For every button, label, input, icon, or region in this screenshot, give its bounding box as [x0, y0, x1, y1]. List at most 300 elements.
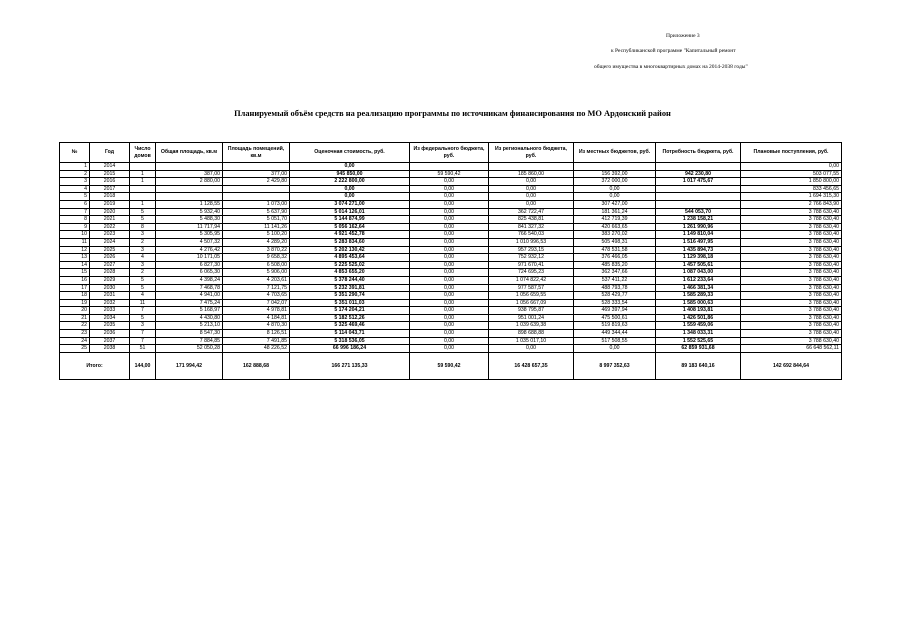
table-cell: 2014 — [90, 163, 130, 171]
table-cell: 2019 — [90, 200, 130, 208]
table-cell: 5 906,00 — [223, 269, 290, 277]
total-cell: 16 428 657,35 — [489, 352, 574, 379]
table-cell: 5 — [60, 193, 90, 201]
table-cell: 5 488,30 — [156, 216, 223, 224]
table-row — [60, 292, 842, 300]
table-cell — [574, 163, 656, 171]
table-cell: 3 788 630,40 — [741, 322, 842, 330]
table-cell: 7 884,85 — [156, 337, 223, 345]
table-body — [60, 163, 842, 380]
table-cell: 724 695,23 — [489, 269, 574, 277]
column-header: Из местных бюджетов, руб. — [574, 143, 656, 163]
table-cell: 17 — [60, 284, 90, 292]
table-cell: 0,00 — [489, 193, 574, 201]
table-cell: 2 429,80 — [223, 178, 290, 186]
table-row — [60, 337, 842, 345]
total-cell: 59 590,42 — [410, 352, 489, 379]
table-cell — [656, 193, 741, 201]
table-cell — [130, 185, 156, 193]
table-cell: 3 788 630,40 — [741, 231, 842, 239]
table-cell: 2038 — [90, 345, 130, 353]
table-cell: 1 348 033,31 — [656, 330, 741, 338]
table-cell: 2033 — [90, 307, 130, 315]
table-cell: 5 056 162,64 — [290, 223, 410, 231]
table-cell: 10 — [60, 231, 90, 239]
table-cell: 971 670,41 — [489, 261, 574, 269]
table-cell: 9 — [60, 223, 90, 231]
table-cell: 19 — [60, 299, 90, 307]
table-row — [60, 314, 842, 322]
table-cell: 0,00 — [290, 163, 410, 171]
table-cell: 2037 — [90, 337, 130, 345]
table-row — [60, 254, 842, 262]
table-cell: 1 056 659,55 — [489, 292, 574, 300]
table-cell: 1 612 233,64 — [656, 276, 741, 284]
table-cell: 4 895 453,64 — [290, 254, 410, 262]
table-cell: 4 853 655,20 — [290, 269, 410, 277]
table-cell: 66 648 562,11 — [741, 345, 842, 353]
table-cell: 2034 — [90, 314, 130, 322]
table-cell: 0,00 — [410, 345, 489, 353]
table-cell — [410, 163, 489, 171]
total-cell: 171 994,42 — [156, 352, 223, 379]
table-row — [60, 330, 842, 338]
table-cell: 2025 — [90, 246, 130, 254]
table-cell: 383 270,02 — [574, 231, 656, 239]
table-cell: 7 — [60, 208, 90, 216]
table-cell: 1 073,00 — [223, 200, 290, 208]
table-cell: 10 171,05 — [156, 254, 223, 262]
table-cell: 3 788 630,40 — [741, 269, 842, 277]
column-header: Из регионального бюджета, руб. — [489, 143, 574, 163]
table-cell: 2035 — [90, 322, 130, 330]
table-cell: 938 795,87 — [489, 307, 574, 315]
table-cell: 1 435 894,73 — [656, 246, 741, 254]
table-cell: 5 351 290,74 — [290, 292, 410, 300]
table-cell: 5 378 244,40 — [290, 276, 410, 284]
table-header-row — [60, 143, 842, 163]
table-cell: 59 590,42 — [410, 170, 489, 178]
table-cell: 4 870,30 — [223, 322, 290, 330]
appendix-label: Приложение 3 — [666, 33, 700, 39]
total-label: Итого: — [60, 352, 130, 379]
table-cell: 1 552 525,65 — [656, 337, 741, 345]
column-header: Год — [90, 143, 130, 163]
table-cell: 3 788 630,40 — [741, 254, 842, 262]
total-row — [60, 352, 842, 379]
table-cell: 1 056 667,09 — [489, 299, 574, 307]
table-cell: 5 114 043,71 — [290, 330, 410, 338]
table-cell: 5 325 469,46 — [290, 322, 410, 330]
table-row — [60, 261, 842, 269]
table-cell: 362 347,66 — [574, 269, 656, 277]
table-cell: 1 — [130, 200, 156, 208]
table-cell: 11 717,94 — [156, 223, 223, 231]
table-cell: 1 087 043,00 — [656, 269, 741, 277]
table-cell: 898 688,88 — [489, 330, 574, 338]
table-cell: 4 941,00 — [156, 292, 223, 300]
table-row — [60, 307, 842, 315]
table-cell: 0,00 — [410, 330, 489, 338]
table-row — [60, 345, 842, 353]
table-cell: 766 540,03 — [489, 231, 574, 239]
column-header: Из федерального бюджета, руб. — [410, 143, 489, 163]
table-cell: 825 438,81 — [489, 216, 574, 224]
table-cell: 485 835,20 — [574, 261, 656, 269]
table-cell: 1 010 996,53 — [489, 238, 574, 246]
table-cell: 2 880,00 — [156, 178, 223, 186]
table-cell: 3 788 630,40 — [741, 307, 842, 315]
table-cell: 5 213,10 — [156, 322, 223, 330]
table-cell: 1 426 501,86 — [656, 314, 741, 322]
table-cell: 2016 — [90, 178, 130, 186]
table-cell: 3 788 630,40 — [741, 238, 842, 246]
table-cell: 528 333,54 — [574, 299, 656, 307]
table-cell: 5 232 391,81 — [290, 284, 410, 292]
table-cell: 0,00 — [290, 185, 410, 193]
table-cell: 4 978,81 — [223, 307, 290, 315]
table-cell: 1 — [60, 163, 90, 171]
table-cell: 0,00 — [290, 193, 410, 201]
table-cell: 3 — [130, 322, 156, 330]
table-cell: 0,00 — [574, 345, 656, 353]
table-cell: 0,00 — [410, 314, 489, 322]
appendix-program-line: к Республиканской программе "Капитальный ремонт — [611, 48, 736, 54]
table-cell: 1 039 639,38 — [489, 322, 574, 330]
table-cell: 2018 — [90, 193, 130, 201]
table-cell: 11 — [130, 299, 156, 307]
table-cell: 4 921 452,78 — [290, 231, 410, 239]
table-cell: 22 — [60, 322, 90, 330]
table-cell: 4 — [130, 254, 156, 262]
table-cell: 25 — [60, 345, 90, 353]
table-cell: 2036 — [90, 330, 130, 338]
table-cell: 7 — [130, 337, 156, 345]
table-cell: 66 996 186,24 — [290, 345, 410, 353]
table-cell: 1 457 505,61 — [656, 261, 741, 269]
table-cell: 3 074 271,00 — [290, 200, 410, 208]
table-cell: 3 788 630,40 — [741, 216, 842, 224]
table-cell: 0,00 — [410, 200, 489, 208]
table-cell: 2023 — [90, 231, 130, 239]
table-cell: 7 475,24 — [156, 299, 223, 307]
table-row — [60, 223, 842, 231]
table-cell — [156, 163, 223, 171]
table-cell: 5 202 130,42 — [290, 246, 410, 254]
table-cell: 48 226,52 — [223, 345, 290, 353]
table-cell: 7 491,85 — [223, 337, 290, 345]
table-cell: 833 456,65 — [741, 185, 842, 193]
table-cell: 362 722,47 — [489, 208, 574, 216]
table-cell: 5 225 525,02 — [290, 261, 410, 269]
table-cell — [223, 163, 290, 171]
table-cell: 7 042,07 — [223, 299, 290, 307]
table-cell: 2017 — [90, 185, 130, 193]
table-cell: 15 — [60, 269, 90, 277]
table-cell: 185 860,00 — [489, 170, 574, 178]
table-cell: 2 — [60, 170, 90, 178]
table-cell: 2021 — [90, 216, 130, 224]
table-cell: 4 — [130, 292, 156, 300]
table-cell — [489, 163, 574, 171]
table-cell: 14 — [60, 261, 90, 269]
table-cell: 1 035 017,10 — [489, 337, 574, 345]
table-cell: 1 559 459,06 — [656, 322, 741, 330]
total-cell: 162 888,68 — [223, 352, 290, 379]
table-cell: 0,00 — [410, 261, 489, 269]
table-cell: 0,00 — [410, 231, 489, 239]
table-cell: 3 788 630,40 — [741, 246, 842, 254]
table-cell: 3 — [130, 246, 156, 254]
table-cell: 6 065,30 — [156, 269, 223, 277]
table-cell: 528 429,77 — [574, 292, 656, 300]
table-cell: 2015 — [90, 170, 130, 178]
column-header: Плановые поступления, руб. — [741, 143, 842, 163]
table-cell: 1 074 822,42 — [489, 276, 574, 284]
table-cell: 3 788 630,40 — [741, 208, 842, 216]
table-cell: 2030 — [90, 284, 130, 292]
table-cell: 20 — [60, 307, 90, 315]
table-cell: 8 — [60, 216, 90, 224]
table-cell: 2020 — [90, 208, 130, 216]
table-cell: 0,00 — [741, 163, 842, 171]
table-cell: 156 392,00 — [574, 170, 656, 178]
page-title: Планируемый объём средств на реализацию программы по источникам финансирования по МО Ардонский район — [234, 109, 671, 118]
total-cell: 142 692 844,64 — [741, 352, 842, 379]
table-cell: 3 — [60, 178, 90, 186]
table-cell: 4 703,65 — [223, 292, 290, 300]
table-cell: 412 719,39 — [574, 216, 656, 224]
table-cell: 16 — [60, 276, 90, 284]
table-cell: 4 203,61 — [223, 276, 290, 284]
table-cell: 18 — [60, 292, 90, 300]
table-cell: 5 — [130, 276, 156, 284]
column-header: Площадь помещений, кв.м — [223, 143, 290, 163]
table-row — [60, 299, 842, 307]
table-cell: 3 788 630,40 — [741, 330, 842, 338]
table-cell: 1 408 193,81 — [656, 307, 741, 315]
table-cell: 23 — [60, 330, 90, 338]
table-row — [60, 200, 842, 208]
table-cell: 5 168,97 — [156, 307, 223, 315]
table-cell: 5 100,20 — [223, 231, 290, 239]
table-cell: 0,00 — [410, 185, 489, 193]
column-header: Потребность бюджета, руб. — [656, 143, 741, 163]
table-cell: 5 051,70 — [223, 216, 290, 224]
table-cell: 11 141,26 — [223, 223, 290, 231]
table-cell: 2024 — [90, 238, 130, 246]
table-cell: 475 500,61 — [574, 314, 656, 322]
table-cell — [656, 200, 741, 208]
table-cell: 6 508,00 — [223, 261, 290, 269]
table-cell: 957 293,15 — [489, 246, 574, 254]
table-cell: 5 182 512,26 — [290, 314, 410, 322]
table-cell: 517 508,55 — [574, 337, 656, 345]
table-cell: 942 230,80 — [656, 170, 741, 178]
table-cell: 52 050,28 — [156, 345, 223, 353]
table-cell — [130, 193, 156, 201]
table-cell: 181 361,24 — [574, 208, 656, 216]
table-row — [60, 246, 842, 254]
table-row — [60, 193, 842, 201]
table-cell — [130, 163, 156, 171]
table-cell: 0,00 — [410, 223, 489, 231]
table-cell: 5 637,90 — [223, 208, 290, 216]
table-cell: 376 466,05 — [574, 254, 656, 262]
table-cell: 3 788 630,40 — [741, 337, 842, 345]
table-cell: 951 001,24 — [489, 314, 574, 322]
table-cell: 3 788 630,40 — [741, 299, 842, 307]
table-cell — [656, 163, 741, 171]
table-row — [60, 163, 842, 171]
table-row — [60, 185, 842, 193]
table-cell: 0,00 — [410, 238, 489, 246]
table-cell: 3 — [130, 261, 156, 269]
table-cell — [156, 185, 223, 193]
table-cell: 7 121,75 — [223, 284, 290, 292]
table-cell: 478 531,58 — [574, 246, 656, 254]
table-cell: 2 222 800,00 — [290, 178, 410, 186]
table-cell: 977 587,57 — [489, 284, 574, 292]
table-cell: 24 — [60, 337, 90, 345]
table-cell: 372 000,00 — [574, 178, 656, 186]
table-cell: 0,00 — [489, 200, 574, 208]
table-cell: 945 850,00 — [290, 170, 410, 178]
table-cell: 2032 — [90, 299, 130, 307]
table-cell: 2029 — [90, 276, 130, 284]
table-cell: 2027 — [90, 261, 130, 269]
table-cell: 0,00 — [410, 216, 489, 224]
table-cell: 1 128,55 — [156, 200, 223, 208]
table-cell: 0,00 — [410, 284, 489, 292]
table-cell: 3 788 630,40 — [741, 292, 842, 300]
table-cell: 5 932,40 — [156, 208, 223, 216]
table-cell — [656, 185, 741, 193]
total-cell: 8 997 352,63 — [574, 352, 656, 379]
table-cell: 1 149 810,04 — [656, 231, 741, 239]
table-cell: 841 327,32 — [489, 223, 574, 231]
table-cell: 7 — [130, 307, 156, 315]
table-cell: 0,00 — [574, 185, 656, 193]
table-cell: 8 126,51 — [223, 330, 290, 338]
table-cell: 8 547,30 — [156, 330, 223, 338]
table-row — [60, 269, 842, 277]
table-cell: 1 694 315,30 — [741, 193, 842, 201]
total-cell: 166 271 135,33 — [290, 352, 410, 379]
table-cell: 4 507,32 — [156, 238, 223, 246]
table-cell: 2028 — [90, 269, 130, 277]
table-cell: 2026 — [90, 254, 130, 262]
table-cell: 1 — [130, 178, 156, 186]
table-cell: 3 788 630,40 — [741, 314, 842, 322]
table-cell: 505 498,31 — [574, 238, 656, 246]
table-cell: 51 — [130, 345, 156, 353]
table-cell: 0,00 — [410, 276, 489, 284]
table-cell: 488 793,78 — [574, 284, 656, 292]
table-cell: 1 261 990,96 — [656, 223, 741, 231]
table-cell: 1 466 381,34 — [656, 284, 741, 292]
table-cell: 4 289,20 — [223, 238, 290, 246]
table-cell: 4 398,24 — [156, 276, 223, 284]
table-cell: 6 — [60, 200, 90, 208]
table-cell: 307 427,00 — [574, 200, 656, 208]
column-header: Общая площадь, кв.м — [156, 143, 223, 163]
table-row — [60, 284, 842, 292]
table-cell: 7 468,78 — [156, 284, 223, 292]
table-cell: 537 411,22 — [574, 276, 656, 284]
table-row — [60, 238, 842, 246]
table-cell: 3 788 630,40 — [741, 284, 842, 292]
table-cell: 1 017 475,67 — [656, 178, 741, 186]
table-cell: 5 — [130, 284, 156, 292]
table-cell: 6 827,30 — [156, 261, 223, 269]
table-row — [60, 170, 842, 178]
table-cell: 3 — [130, 231, 156, 239]
table-row — [60, 276, 842, 284]
table-cell: 1 585 289,33 — [656, 292, 741, 300]
table-cell: 0,00 — [410, 322, 489, 330]
table-cell: 420 663,65 — [574, 223, 656, 231]
table-cell: 3 870,22 — [223, 246, 290, 254]
table-cell: 4 — [60, 185, 90, 193]
table-row — [60, 208, 842, 216]
column-header: Оценочная стоимость, руб. — [290, 143, 410, 163]
table-cell: 0,00 — [489, 345, 574, 353]
table-cell: 5 174 204,21 — [290, 307, 410, 315]
table-cell: 0,00 — [410, 269, 489, 277]
table-cell: 0,00 — [574, 193, 656, 201]
table-cell — [156, 193, 223, 201]
table-cell: 1 238 158,21 — [656, 216, 741, 224]
table-cell: 2 — [130, 269, 156, 277]
table-cell: 449 344,44 — [574, 330, 656, 338]
table-cell: 0,00 — [410, 208, 489, 216]
table-cell: 2031 — [90, 292, 130, 300]
table-cell: 544 053,70 — [656, 208, 741, 216]
table-cell — [223, 193, 290, 201]
table-cell: 5 144 874,99 — [290, 216, 410, 224]
table-cell: 5 283 834,60 — [290, 238, 410, 246]
table-row — [60, 216, 842, 224]
table-cell: 0,00 — [489, 185, 574, 193]
total-cell: 144,00 — [130, 352, 156, 379]
table-cell: 5 305,95 — [156, 231, 223, 239]
table-row — [60, 322, 842, 330]
table-cell: 0,00 — [410, 307, 489, 315]
funding-table — [59, 142, 842, 380]
table-cell: 62 859 931,68 — [656, 345, 741, 353]
table-cell: 469 397,94 — [574, 307, 656, 315]
table-cell: 2022 — [90, 223, 130, 231]
table-cell: 4 276,42 — [156, 246, 223, 254]
table-cell: 1 850 800,00 — [741, 178, 842, 186]
table-cell: 2 — [130, 238, 156, 246]
table-cell: 0,00 — [410, 337, 489, 345]
table-cell: 0,00 — [410, 292, 489, 300]
table-cell: 3 788 630,40 — [741, 261, 842, 269]
table-cell: 519 819,63 — [574, 322, 656, 330]
table-cell: 1 516 497,95 — [656, 238, 741, 246]
table-cell: 0,00 — [410, 178, 489, 186]
table-cell: 11 — [60, 238, 90, 246]
table-cell: 5 318 536,05 — [290, 337, 410, 345]
appendix-program-line-2: общего имущества в многоквартирных домах на 2014-2038 годы" — [594, 64, 748, 70]
table-row — [60, 231, 842, 239]
table-cell: 13 — [60, 254, 90, 262]
table-cell — [223, 185, 290, 193]
table-cell: 503 077,55 — [741, 170, 842, 178]
table-cell: 21 — [60, 314, 90, 322]
